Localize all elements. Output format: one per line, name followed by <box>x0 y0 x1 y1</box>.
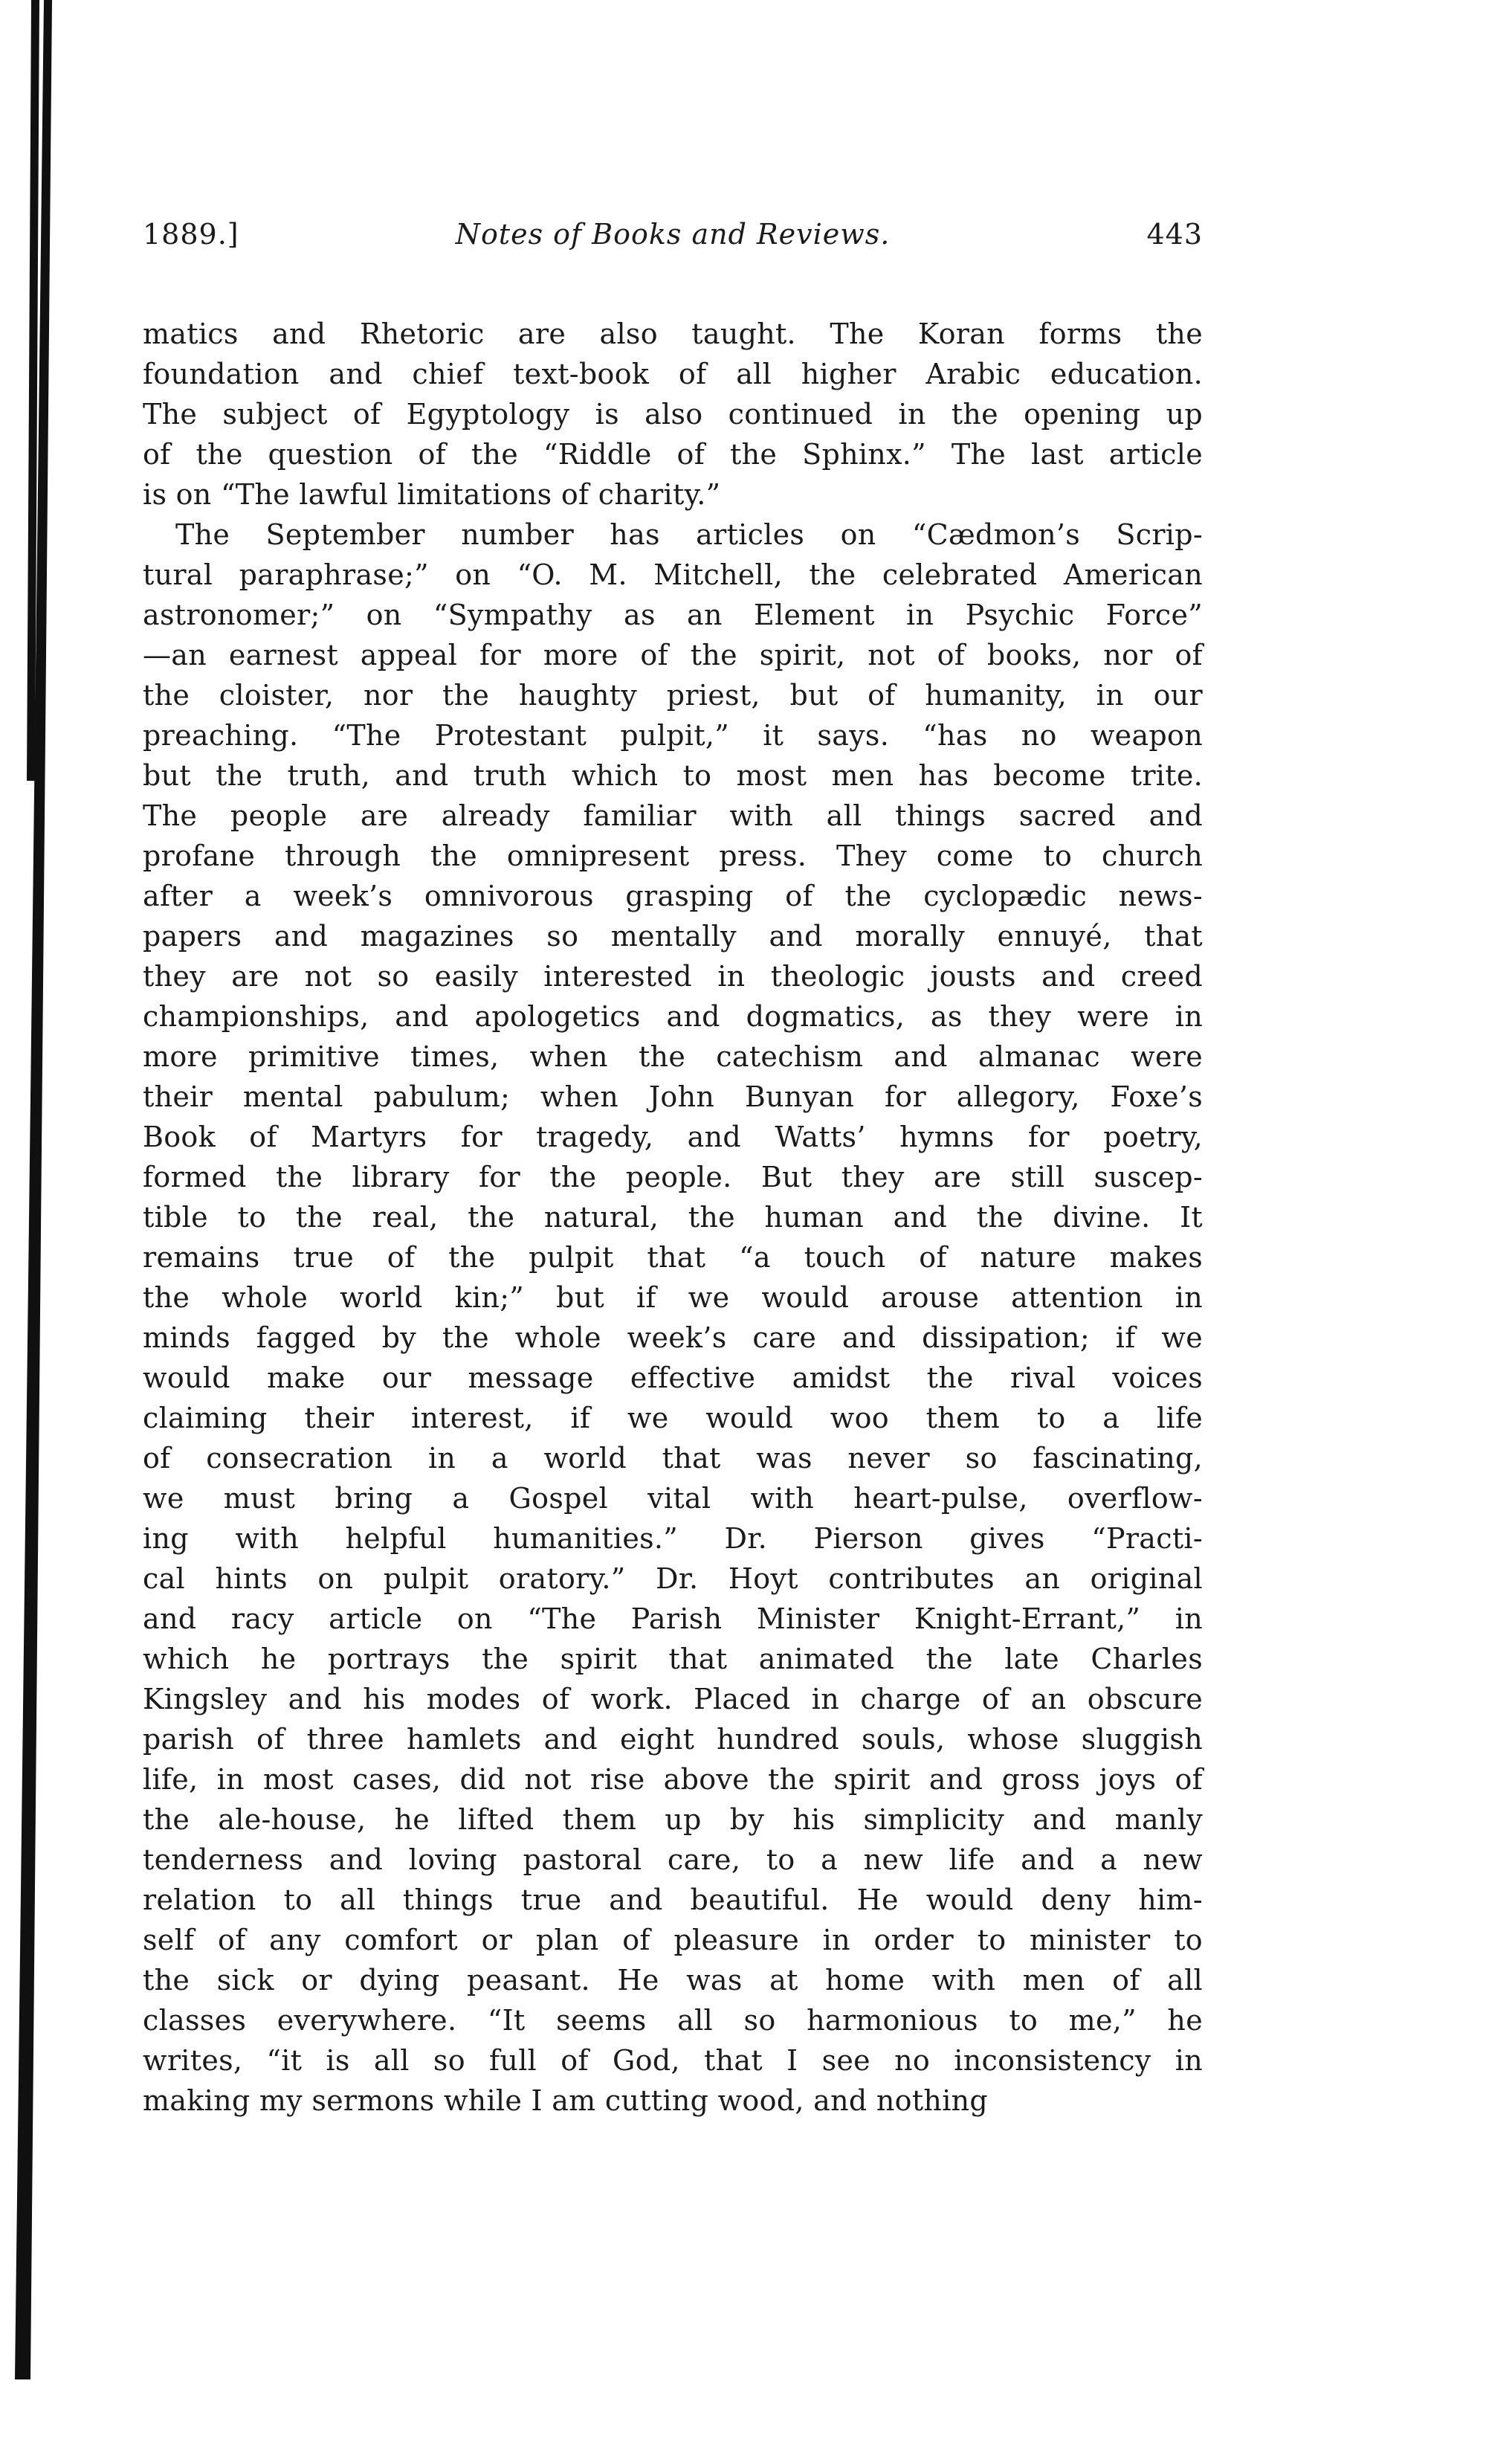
text-line: and racy article on “The Parish Minister Knight-Errant,” in <box>143 1602 1203 1635</box>
paragraph <box>143 314 1203 515</box>
binding-edge-artifact <box>0 0 67 2462</box>
header-year: 1889.] <box>143 218 239 251</box>
text-line: tible to the real, the natural, the human and the divine. It <box>143 1201 1203 1234</box>
text-line: astronomer;” on “Sympathy as an Element in Psychic Force” <box>143 599 1203 631</box>
text-line: relation to all things true and beautiful. He would deny him- <box>143 1883 1203 1916</box>
header-running-title: Notes of Books and Reviews. <box>455 218 891 251</box>
text-line: they are not so easily interested in theologic jousts and creed <box>143 960 1203 993</box>
text-line: their mental pabulum; when John Bunyan for allegory, Foxe’s <box>143 1080 1203 1113</box>
text-line: which he portrays the spirit that animated the late Charles <box>143 1643 1203 1675</box>
text-line: claiming their interest, if we would woo them to a life <box>143 1402 1203 1434</box>
text-line: Kingsley and his modes of work. Placed in charge of an obscure <box>143 1683 1203 1715</box>
text-line: parish of three hamlets and eight hundred souls, whose sluggish <box>143 1723 1203 1756</box>
text-line: minds fagged by the whole week’s care and dissipation; if we <box>143 1321 1203 1354</box>
text-line: tural paraphrase;” on “O. M. Mitchell, the celebrated American <box>143 558 1203 591</box>
page-text <box>143 314 1203 2121</box>
text-line: championships, and apologetics and dogmatics, as they were in <box>143 1000 1203 1033</box>
text-line: matics and Rhetoric are also taught. The Koran forms the <box>143 318 1203 350</box>
text-line: foundation and chief text-book of all higher Arabic education. <box>143 358 1203 390</box>
text-line: the cloister, nor the haughty priest, but of humanity, in our <box>143 679 1203 712</box>
page-header <box>143 214 1203 254</box>
text-line: formed the library for the people. But they are still suscep- <box>143 1161 1203 1193</box>
text-line: self of any comfort or plan of pleasure in order to minister to <box>143 1924 1203 1956</box>
text-line: life, in most cases, did not rise above the spirit and gross joys of <box>143 1763 1203 1796</box>
text-line: the sick or dying peasant. He was at home with men of all <box>143 1964 1203 1997</box>
text-line: of consecration in a world that was never so fascinating, <box>143 1442 1203 1475</box>
text-line: of the question of the “Riddle of the Sphinx.” The last article <box>143 438 1203 471</box>
text-line: The people are already familiar with all things sacred and <box>143 799 1203 832</box>
text-line: —an earnest appeal for more of the spirit, not of books, nor of <box>143 639 1203 671</box>
text-line: ing with helpful humanities.” Dr. Pierson gives “Practi- <box>143 1522 1203 1555</box>
text-line: the whole world kin;” but if we would arouse attention in <box>143 1281 1203 1314</box>
text-line: The September number has articles on “Cædmon’s Scrip- <box>175 518 1203 551</box>
text-line: remains true of the pulpit that “a touch of nature makes <box>143 1241 1203 1274</box>
text-line: after a week’s omnivorous grasping of the cyclopædic news- <box>143 880 1203 912</box>
text-line: preaching. “The Protestant pulpit,” it says. “has no weapon <box>143 719 1203 752</box>
text-line: The subject of Egyptology is also continued in the opening up <box>143 398 1203 431</box>
text-line: Book of Martyrs for tragedy, and Watts’ hymns for poetry, <box>143 1121 1203 1153</box>
text-line: writes, “it is all so full of God, that I see no inconsistency in <box>143 2044 1203 2077</box>
text-line: but the truth, and truth which to most men has become trite. <box>143 759 1203 792</box>
binding-edge-thin-strip <box>27 0 39 781</box>
text-line: cal hints on pulpit oratory.” Dr. Hoyt contributes an original <box>143 1562 1203 1595</box>
text-line: we must bring a Gospel vital with heart-pulse, overflow- <box>143 1482 1203 1515</box>
text-line: tenderness and loving pastoral care, to a new life and a new <box>143 1843 1203 1876</box>
paragraph <box>143 515 1203 2121</box>
binding-edge-main-strip <box>15 0 52 2379</box>
text-block <box>143 214 1203 2121</box>
text-line: papers and magazines so mentally and morally ennuyé, that <box>143 920 1203 953</box>
text-line: making my sermons while I am cutting wood, and nothing <box>143 2084 989 2117</box>
text-line: would make our message effective amidst the rival voices <box>143 1361 1203 1394</box>
text-line: the ale-house, he lifted them up by his simplicity and manly <box>143 1803 1203 1836</box>
text-line: profane through the omnipresent press. They come to church <box>143 840 1203 872</box>
text-line: more primitive times, when the catechism and almanac were <box>143 1040 1203 1073</box>
text-line: is on “The lawful limitations of charity.” <box>143 478 721 511</box>
header-page-number: 443 <box>1146 218 1203 251</box>
text-line: classes everywhere. “It seems all so harmonious to me,” he <box>143 2004 1203 2037</box>
